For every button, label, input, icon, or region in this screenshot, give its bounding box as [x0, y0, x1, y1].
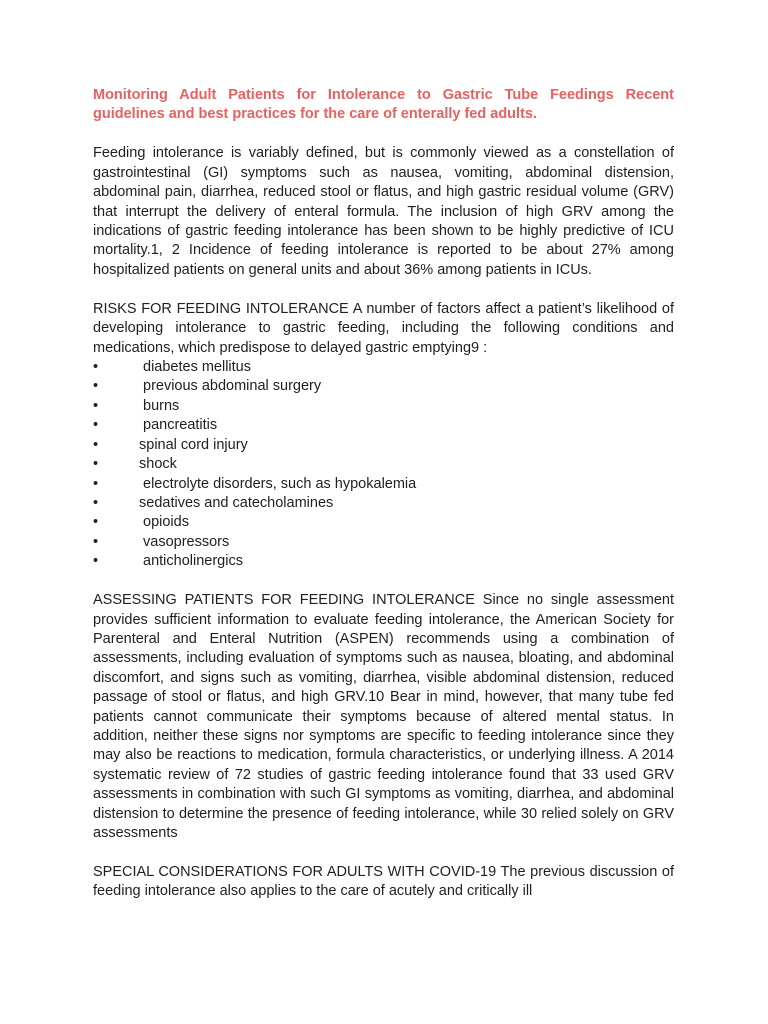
- list-item-text: electrolyte disorders, such as hypokalemia: [143, 475, 417, 492]
- bullet-icon: •: [93, 494, 99, 511]
- list-item: [93, 416, 674, 435]
- bullet-icon: •: [93, 397, 99, 414]
- list-item: [93, 494, 674, 513]
- list-item: [93, 513, 674, 532]
- assessing-paragraph: ASSESSING PATIENTS FOR FEEDING INTOLERANCE Since no single assessment provides sufficient information to evaluate feeding intolerance, the American Society for Parenteral and Enteral Nutrition (ASPEN) recommends using a combination of assessments, including evaluation of symptoms such as nausea, bloating, and abdominal discomfort, and signs such as vomiting, diarrhea, visible abdominal distension, reduced passage of stool or flatus, and high GRV.10 Bear in mind, however, that many tube fed patients cannot communicate their symptoms because of altered mental status. In addition, neither these signs nor symptoms are specific to feeding intolerance since they may also be reactions to medication, formula characteristics, or underlying illness. A 2014 systematic review of 72 studies of gastric feeding intolerance found that 33 used GRV assessments in combination with such GI symptoms as vomiting, diarrhea, and abdominal distension to determine the presence of feeding intolerance, while 30 relied solely on GRV assessments: [93, 592, 674, 841]
- list-item: [93, 552, 674, 571]
- list-item-text: diabetes mellitus: [143, 359, 251, 376]
- list-item-text: sedatives and catecholamines: [139, 494, 334, 511]
- bullet-icon: •: [93, 475, 99, 492]
- bullet-icon: •: [93, 436, 99, 453]
- list-item-text: burns: [143, 397, 180, 414]
- list-item-text: shock: [139, 456, 177, 473]
- list-item-text: opioids: [143, 514, 189, 531]
- list-item-text: vasopressors: [143, 533, 230, 550]
- list-item: [93, 397, 674, 416]
- intro-paragraph: Feeding intolerance is variably defined, but is commonly viewed as a constellation of gastrointestinal (GI) symptoms such as nausea, vomiting, abdominal distension, abdominal pain, diarrhea, reduced stool or flatus, and high gastric residual volume (GRV) that interrupt the delivery of enteral formula. The inclusion of high GRV among the indications of gastric feeding intolerance has been shown to be highly predictive of ICU mortality.1, 2 Incidence of feeding intolerance is reported to be about 27% among hospitalized patients on general units and about 36% among patients in ICUs.: [93, 145, 674, 278]
- bullet-icon: •: [93, 533, 99, 550]
- bullet-icon: •: [93, 514, 99, 531]
- list-item: [93, 455, 674, 474]
- risk-factors-list: [93, 358, 674, 571]
- bullet-icon: •: [93, 456, 99, 473]
- bullet-icon: •: [93, 359, 99, 376]
- list-item: [93, 358, 674, 377]
- list-item-text: spinal cord injury: [139, 436, 248, 453]
- covid-paragraph: SPECIAL CONSIDERATIONS FOR ADULTS WITH COVID-19 The previous discussion of feeding intolerance also applies to the care of acutely and critically ill: [93, 864, 674, 900]
- list-item: [93, 475, 674, 494]
- bullet-icon: •: [93, 378, 99, 395]
- list-item-text: pancreatitis: [143, 417, 218, 434]
- list-item: [93, 533, 674, 552]
- risks-intro-paragraph: RISKS FOR FEEDING INTOLERANCE A number of factors affect a patient’s likelihood of developing intolerance to gastric feeding, including the following conditions and medications, which predispose to delayed gastric emptying9 :: [93, 300, 674, 356]
- list-item: [93, 377, 674, 396]
- list-item: [93, 436, 674, 455]
- document-title: Monitoring Adult Patients for Intolerance to Gastric Tube Feedings Recent guidelines and best practices for the care of enterally fed adults.: [93, 87, 674, 123]
- bullet-icon: •: [93, 553, 99, 570]
- list-item-text: anticholinergics: [143, 553, 243, 570]
- bullet-icon: •: [93, 417, 99, 434]
- list-item-text: previous abdominal surgery: [143, 378, 322, 395]
